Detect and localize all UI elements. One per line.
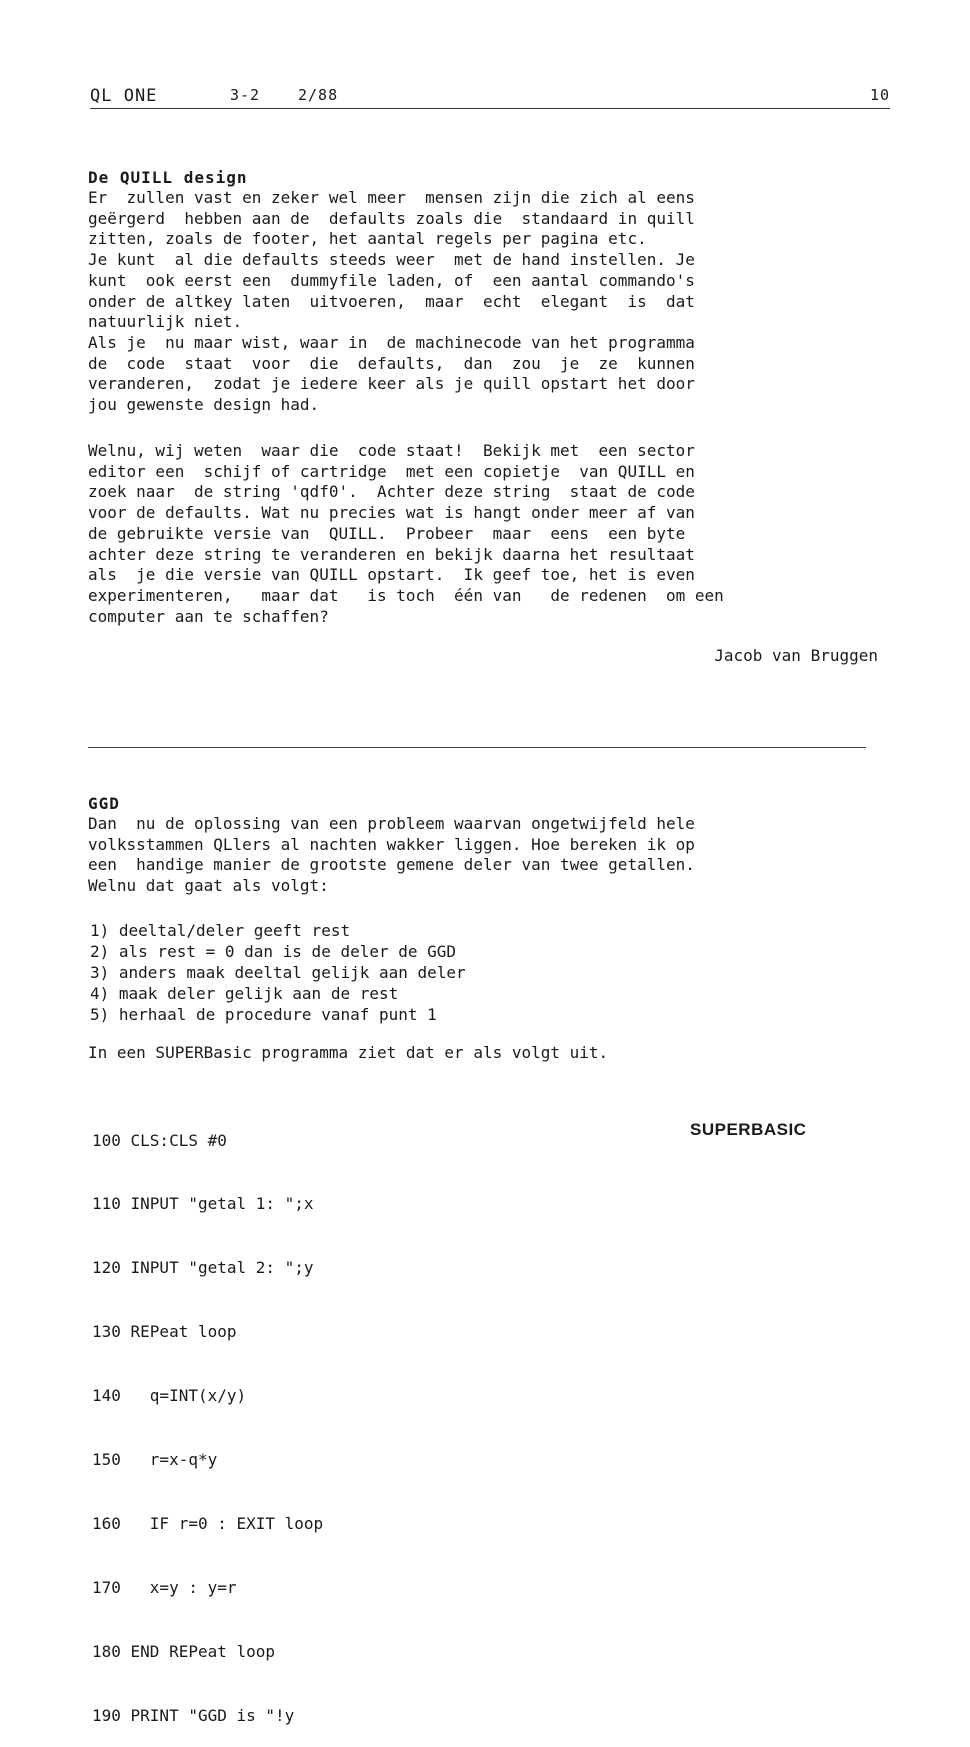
code-line: 180 END REPeat loop — [92, 1641, 276, 1661]
article-title: GGD — [88, 794, 120, 813]
article-quill-continued — [88, 441, 880, 627]
code-line: 140 q=INT(x/y) — [92, 1386, 247, 1406]
code-line: 150 r=x-q*y — [92, 1450, 218, 1470]
magazine-name: QL ONE — [90, 86, 158, 106]
author-signature: Jacob van Bruggen — [714, 646, 878, 665]
code-listing — [92, 1087, 323, 1747]
algorithm-steps — [90, 920, 466, 1025]
page-number: 10 — [869, 86, 890, 104]
page-header — [90, 86, 890, 109]
code-line: 100 CLS:CLS #0 — [92, 1130, 227, 1150]
article-title: De QUILL design — [88, 168, 248, 187]
article-ggd — [88, 794, 880, 897]
list-item: 3) anders maak deeltal gelijk aan deler — [90, 963, 466, 982]
list-item: 2) als rest = 0 dan is de deler de GGD — [90, 942, 457, 961]
list-item: 4) maak deler gelijk aan de rest — [90, 984, 399, 1003]
section-divider — [88, 747, 866, 748]
article-paragraph: Welnu, wij weten waar die code staat! Bekijk met een sector editor een schijf of cartridge met een copietje van QUILL en zoek naar de string 'qdf0'. Achter deze string staat de code voor de defaults. Wat nu precies wat is hangt onder meer af van de gebruikte versie van QUILL. Probeer maar eens een byte achter deze string te veranderen en bekijk daarna het resultaat als je die versie van QUILL opstart. Ik geef toe, het is even experimenteren, maar dat is toch één van de redenen om een computer aan te schaffen? — [88, 441, 724, 626]
code-line: 120 INPUT "getal 2: ";y — [92, 1258, 314, 1278]
issue-number: 3-2 — [230, 86, 261, 104]
issue-date: 2/88 — [298, 86, 339, 104]
code-line: 160 IF r=0 : EXIT loop — [92, 1513, 324, 1533]
article-quill — [88, 168, 880, 416]
article-paragraph: Er zullen vast en zeker wel meer mensen zijn die zich al eens geërgerd hebben aan de defaults zoals die standaard in quill zitten, zoals de footer, het aantal regels per pagina etc. Je kunt al die defaults steeds weer met de hand instellen. Je kunt ook eerst een dummyfile laden, of een aantal commando's onder de altkey laten uitvoeren, maar echt elegant is dat natuurlijk niet. Als je nu maar wist, waar in de machinecode van het programma de code staat voor die defaults, dan zou je ze kunnen veranderen, zodat je iedere keer als je quill opstart het door jou gewenste design had. — [88, 188, 695, 415]
code-line: 170 x=y : y=r — [92, 1577, 237, 1597]
code-line: 190 PRINT "GGD is "!y — [92, 1705, 295, 1725]
list-item: 5) herhaal de procedure vanaf punt 1 — [90, 1005, 437, 1024]
code-line: 110 INPUT "getal 1: ";x — [92, 1194, 314, 1214]
list-item: 1) deeltal/deler geeft rest — [90, 921, 351, 940]
article-paragraph: In een SUPERBasic programma ziet dat er als volgt uit. — [88, 1043, 609, 1062]
code-line: 130 REPeat loop — [92, 1322, 237, 1342]
article-paragraph: Dan nu de oplossing van een probleem waarvan ongetwijfeld hele volksstammen QLlers al nachten wakker liggen. Hoe bereken ik op een handige manier de grootste gemene deler van twee getallen. Welnu dat gaat als volgt: — [88, 814, 695, 896]
superbasic-logo: SUPERBASIC — [690, 1120, 807, 1139]
code-intro — [88, 1043, 880, 1064]
